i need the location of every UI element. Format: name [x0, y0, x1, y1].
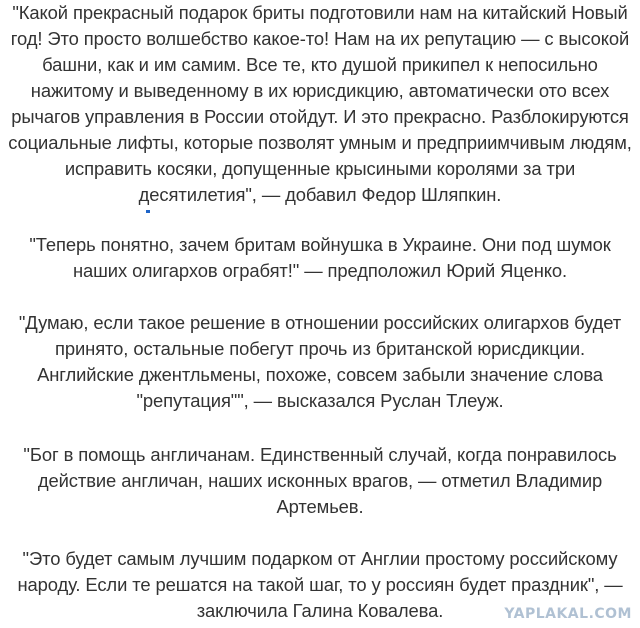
site-watermark: YAPLAKAL.COM	[504, 606, 632, 622]
quote-line: Английские джентльмены, похоже, совсем забыли значение слова	[37, 364, 603, 385]
quote-line: "Какой прекрасный подарок бриты подготовили нам на китайский Новый	[12, 2, 628, 23]
quote-line: народу. Если те решатся на такой шаг, то у россиян будет праздник", —	[17, 574, 623, 595]
quote-line: "Думаю, если такое решение в отношении российских олигархов будет	[18, 312, 622, 333]
quote-tleuzh	[0, 310, 640, 414]
quote-line: рычагов управления в России отойдут. И это прекрасно. Разблокируются	[11, 106, 629, 127]
quote-line: действие англичан, наших исконных врагов, — отметил Владимир	[37, 470, 603, 491]
text-cursor-marker	[146, 210, 150, 213]
quote-line: нажитому и выведенному в их юрисдикцию, автоматически ото всех	[30, 80, 610, 101]
quote-artemyev	[0, 442, 640, 520]
quote-line: наших олигархов ограбят!" — предположил Юрий Яценко.	[72, 260, 568, 281]
quote-line: заключила Галина Ковалева.	[196, 600, 444, 621]
quote-yatsenko	[0, 232, 640, 284]
quote-line: "Теперь понятно, зачем бритам войнушка в Украине. Они под шумок	[29, 234, 611, 255]
quote-line: башни, как и им самим. Все те, кто душой прикипел к непосильно	[42, 54, 598, 75]
quote-line: "Это будет самым лучшим подарком от Англии простому российскому	[22, 548, 618, 569]
quote-line: Артемьев.	[276, 496, 364, 517]
quote-line: "репутация"", — высказался Руслан Тлеуж.	[136, 390, 504, 411]
quote-line: исправить косяки, допущенные крысиными королями за три	[64, 158, 576, 179]
quote-shlyapkin	[0, 0, 640, 208]
quote-line: социальные лифты, которые позволят умным и предприимчивым людям,	[8, 132, 632, 153]
quote-line: "Бог в помощь англичанам. Единственный случай, когда понравилось	[23, 444, 617, 465]
quote-line: принято, остальные побегут прочь из британской юрисдикции.	[54, 338, 586, 359]
quote-line: год! Это просто волшебство какое-то! Нам на их репутацию — с высокой	[10, 28, 630, 49]
quote-line: десятилетия", — добавил Федор Шляпкин.	[138, 184, 502, 205]
